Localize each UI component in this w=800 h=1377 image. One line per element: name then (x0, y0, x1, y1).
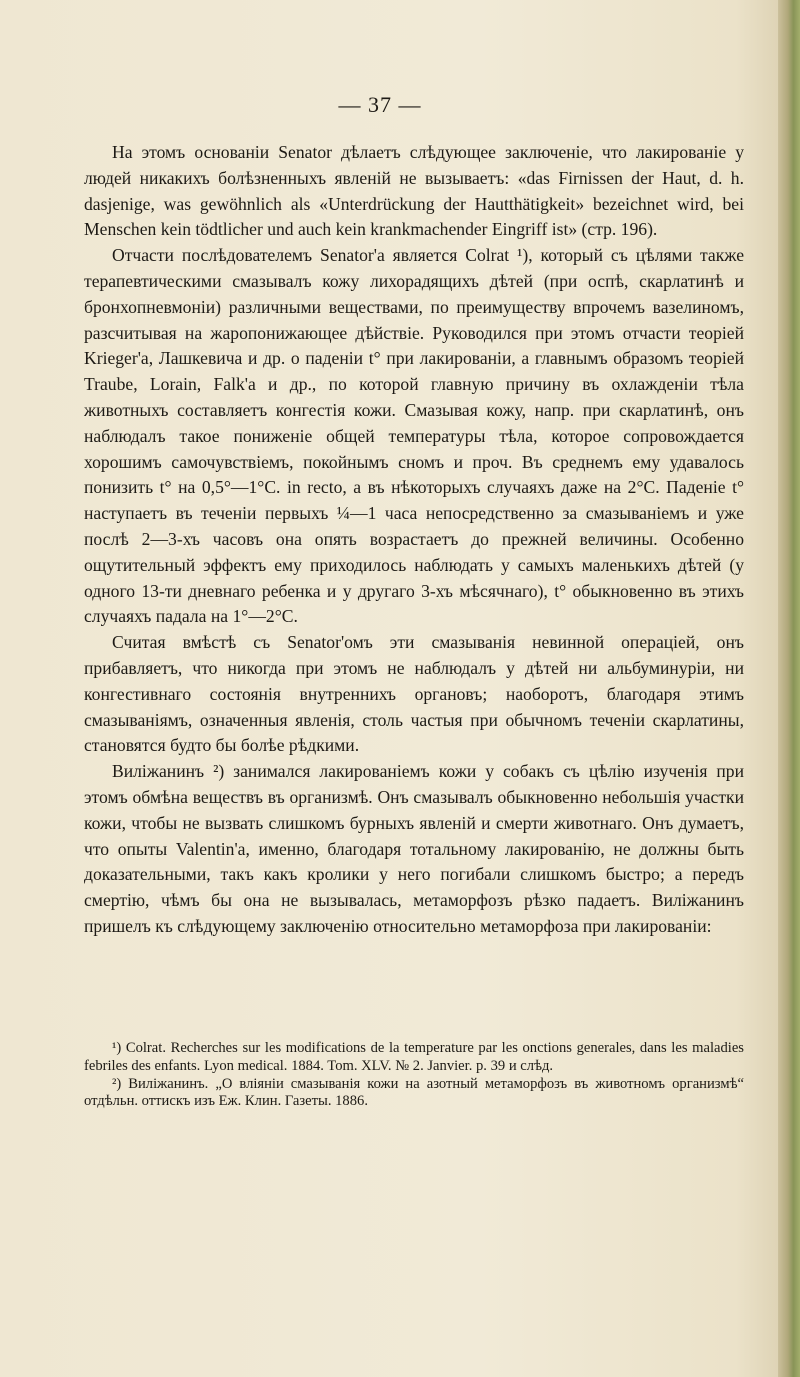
footnote: ¹) Colrat. Recherches sur les modifications de la temperature par les onctions generales, dans les maladies febriles des enfants. Lyon medical. 1884. Tom. XLV. № 2. Janvier. p. 39 и слѣд. (84, 1040, 744, 1074)
paragraph: На этомъ основаніи Senator дѣлаетъ слѣдующее заключеніе, что лакированіе у людей никакихъ болѣзненныхъ явленій не вызываетъ: «das Firnissen der Haut, d. h. dasjenige, was gewöhnlich als «Unterdrückung der Hautthätigkeit» bezeichnet wird, bei Menschen kein tödtlicher und auch kein krankmachender Eingriff ist» (стр. 196). (84, 142, 744, 240)
footnote: ²) Виліжанинъ. „О вліяніи смазыванія кожи на азотный метаморфозъ въ животномъ организмѣ“ отдѣльн. оттискъ изъ Еж. Клин. Газеты. 1886. (84, 1075, 744, 1110)
paragraph: Виліжанинъ ²) занимался лакированіемъ кожи у собакъ съ цѣлію изученія при этомъ обмѣна веществъ въ организмѣ. Онъ смазывалъ обыкновенно небольшія участки кожи, чтобы не вызвать слишкомъ бурныхъ явленій и смерти животнаго. Онъ думаетъ, что опыты Valentin'а, именно, благодаря тотальному лакированію, не должны быть доказательными, такъ какъ кролики у него погибали слишкомъ быстро; а передъ смертію, чѣмъ бы она не вызывалась, метаморфозъ рѣзко падаетъ. Виліжанинъ пришелъ къ слѣдующему заключенію относительно метаморфоза при лакированіи: (84, 761, 744, 936)
footnotes (84, 1040, 744, 1111)
body-text (84, 140, 744, 940)
paragraph: Отчасти послѣдователемъ Senator'а является Colrat ¹), который съ цѣлями также терапевтическими смазывалъ кожу лихорадящихъ дѣтей (при оспѣ, скарлатинѣ и бронхопневмоніи) различными веществами, по преимуществу впрочемъ вазелиномъ, разсчитывая на жаропонижающее дѣйствіе. Руководился при этомъ отчасти теоріей Krieger'а, Лашкевича и др. о паденіи t° при лакированіи, а главнымъ образомъ теоріей Traube, Lorain, Falk'а и др., по которой главную причину въ охлажденіи тѣла животныхъ составляетъ конгестія кожи. Смазывая кожу, напр. при скарлатинѣ, онъ наблюдалъ такое пониженіе общей температуры тѣла, которое сопровождается хорошимъ самочувствіемъ, покойнымъ сномъ и проч. Въ среднемъ ему удавалось понизить t° на 0,5°—1°С. in recto, а въ нѣкоторыхъ случаяхъ даже на 2°С. Паденіе t° наступаетъ въ теченіи первыхъ ¼—1 часа непосредственно за смазываніемъ и уже послѣ 2—3-хъ часовъ она опять возрастаетъ до прежней величины. Особенно ощутительный эффектъ ему приходилось наблюдать у самыхъ маленькихъ дѣтей (у одного 13-ти дневнаго ребенка и у другаго 3-хъ мѣсячнаго), t° обыкновенно въ этихъ случаяхъ падала на 1°—2°С. (84, 245, 744, 627)
page-edge (778, 0, 800, 1377)
page-number: — 37 — (338, 92, 422, 117)
paragraph: Считая вмѣстѣ съ Senator'омъ эти смазыванія невинной операціей, онъ прибавляетъ, что никогда при этомъ не наблюдалъ у дѣтей ни альбуминуріи, ни конгестивнаго состоянія внутреннихъ органовъ; наоборотъ, благодаря этимъ смазываніямъ, означенныя явленія, столь частыя при обычномъ теченіи скарлатины, становятся будто бы болѣе рѣдкими. (84, 632, 744, 756)
